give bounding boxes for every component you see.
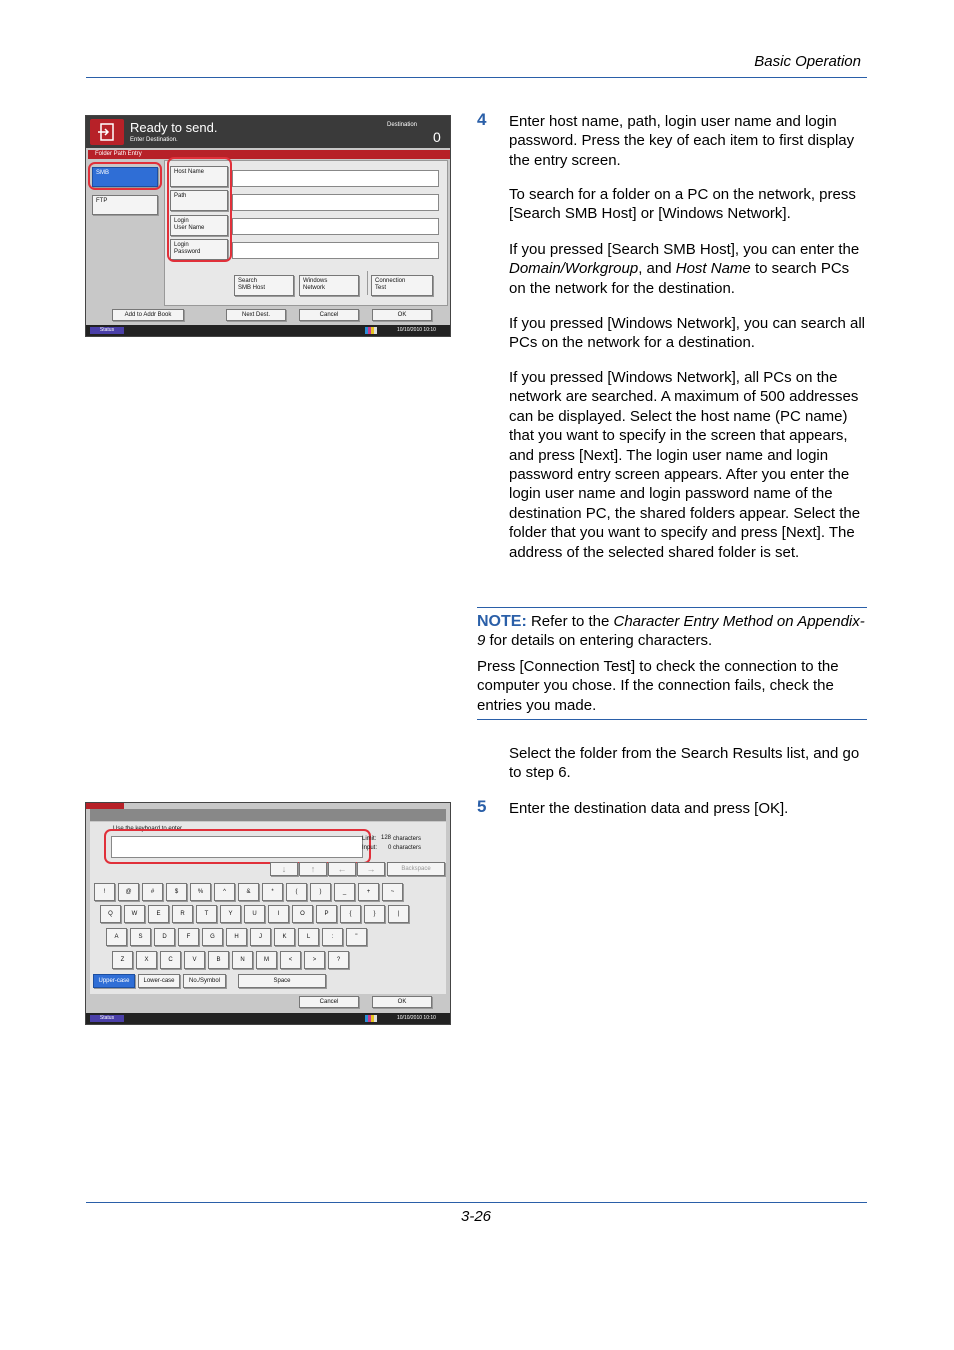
key-row2-3[interactable]: R	[172, 905, 193, 923]
key-row3-7[interactable]: K	[274, 928, 295, 946]
host-name-button[interactable]: Host Name	[170, 166, 228, 187]
screen-topbar	[86, 116, 450, 148]
key-row1-0[interactable]: !	[94, 883, 115, 901]
screen-subtitle: Enter Destination.	[130, 137, 178, 143]
entry-field-highlight	[104, 829, 371, 864]
button-divider	[367, 271, 368, 295]
smb-button[interactable]: SMB	[92, 167, 158, 187]
folder-path-tab: Folder Path Entry	[88, 150, 451, 159]
key-row1-8[interactable]: (	[286, 883, 307, 901]
step-4-windows-network-detail: If you pressed [Windows Network], all PCs on the network are searched. A maximum of 500 addresses can be displayed. Select the host name (PC name) that you want to specify in the screen that appears, and press [Next]. The login user name and login password entry screen appears. After you enter the login user name and login password name of the destination PC, the shared folders appear. Select the folder that you want to specify and press [Next]. The address of the selected shared folder is set.	[509, 369, 861, 561]
arrow-down-button[interactable]: ↓	[270, 862, 298, 876]
key-row1-5[interactable]: ^	[214, 883, 235, 901]
section-header: Basic Operation	[754, 53, 861, 70]
key-row1-10[interactable]: _	[334, 883, 355, 901]
key-row4-7[interactable]: <	[280, 951, 301, 969]
login-password-button[interactable]: Login Password	[170, 239, 228, 260]
key-row4-3[interactable]: V	[184, 951, 205, 969]
send-icon	[90, 119, 124, 145]
key-row2-6[interactable]: U	[244, 905, 265, 923]
keyboard-status-bar	[86, 1013, 450, 1024]
key-row4-8[interactable]: >	[304, 951, 325, 969]
host-name-field[interactable]	[232, 170, 439, 187]
page-number: 3-26	[461, 1208, 492, 1225]
arrow-right-button[interactable]: →	[357, 862, 385, 876]
key-row4-4[interactable]: B	[208, 951, 229, 969]
key-row2-10[interactable]: {	[340, 905, 361, 923]
ftp-button[interactable]: FTP	[92, 195, 158, 215]
note-text: NOTE: Refer to the Character Entry Method on Appendix-9 for details on entering characters.	[477, 613, 865, 650]
key-row3-6[interactable]: J	[250, 928, 271, 946]
key-row3-5[interactable]: H	[226, 928, 247, 946]
key-row3-0[interactable]: A	[106, 928, 127, 946]
keyboard-ok-button[interactable]: OK	[372, 996, 432, 1008]
key-row4-9[interactable]: ?	[328, 951, 349, 969]
search-smb-host-button[interactable]: Search SMB Host	[234, 275, 294, 296]
key-row4-2[interactable]: C	[160, 951, 181, 969]
limit-unit: characters	[393, 836, 422, 842]
step-4-smb-host-text: If you pressed [Search SMB Host], you can enter the Domain/Workgroup, and Host Name to search PCs on the network for the destination.	[509, 241, 860, 297]
login-user-button[interactable]: Login User Name	[170, 215, 228, 236]
key-row1-11[interactable]: +	[358, 883, 379, 901]
key-row2-9[interactable]: P	[316, 905, 337, 923]
fields-highlight	[167, 157, 232, 262]
step-4-windows-network-text: If you pressed [Windows Network], you can search all PCs on the network for a destination.	[509, 315, 865, 352]
smb-highlight	[88, 162, 162, 190]
input-label: Input:	[362, 845, 378, 851]
arrow-left-button[interactable]: ←	[328, 862, 356, 876]
keyboard-prompt: Use the keyboard to enter.	[113, 826, 184, 832]
key-row4-5[interactable]: N	[232, 951, 253, 969]
keyboard-header	[90, 809, 446, 821]
key-row2-5[interactable]: Y	[220, 905, 241, 923]
keyboard-screen	[85, 802, 451, 1025]
key-row2-4[interactable]: T	[196, 905, 217, 923]
key-row2-7[interactable]: I	[268, 905, 289, 923]
input-unit: characters	[393, 845, 422, 851]
path-field[interactable]	[232, 194, 439, 211]
status-button[interactable]: Status	[90, 327, 124, 334]
destination-label: Destination	[387, 122, 418, 128]
note-top-rule	[477, 607, 867, 608]
space-button[interactable]: Space	[238, 974, 326, 988]
key-row1-9[interactable]: )	[310, 883, 331, 901]
key-row1-7[interactable]: *	[262, 883, 283, 901]
keyboard-toner-icon	[365, 1015, 377, 1022]
arrow-up-button[interactable]: ↑	[299, 862, 327, 876]
next-dest-button[interactable]: Next Dest.	[226, 309, 286, 321]
key-row3-8[interactable]: L	[298, 928, 319, 946]
after-note-text: Select the folder from the Search Results list, and go to step 6.	[509, 745, 860, 782]
keyboard-status-button[interactable]: Status	[90, 1015, 124, 1022]
ok-button[interactable]: OK	[372, 309, 432, 321]
cancel-button[interactable]: Cancel	[299, 309, 359, 321]
header-rule	[86, 77, 867, 78]
key-row2-8[interactable]: O	[292, 905, 313, 923]
key-row2-1[interactable]: W	[124, 905, 145, 923]
step-4-search-text: To search for a folder on a PC on the network, press [Search SMB Host] or [Windows Network].	[509, 186, 856, 223]
status-bar	[86, 325, 450, 336]
limit-value: 128	[381, 835, 392, 841]
login-user-field[interactable]	[232, 218, 439, 235]
keyboard-cancel-button[interactable]: Cancel	[299, 996, 359, 1008]
note-connection-test: Press [Connection Test] to check the connection to the computer you chose. If the connection fails, check the entries you made.	[477, 658, 839, 714]
key-row4-0[interactable]: Z	[112, 951, 133, 969]
key-row4-6[interactable]: M	[256, 951, 277, 969]
key-row3-1[interactable]: S	[130, 928, 151, 946]
key-row3-10[interactable]: "	[346, 928, 367, 946]
key-row3-4[interactable]: G	[202, 928, 223, 946]
add-to-addr-book-button[interactable]: Add to Addr Book	[112, 309, 184, 321]
key-row3-9[interactable]: :	[322, 928, 343, 946]
key-row1-12[interactable]: ~	[382, 883, 403, 901]
key-row3-3[interactable]: F	[178, 928, 199, 946]
input-value: 0	[388, 845, 392, 851]
key-row2-2[interactable]: E	[148, 905, 169, 923]
note-bottom-rule	[477, 719, 867, 720]
limit-label: Limit:	[362, 836, 377, 842]
key-row1-4[interactable]: %	[190, 883, 211, 901]
key-row1-3[interactable]: $	[166, 883, 187, 901]
key-row2-0[interactable]: Q	[100, 905, 121, 923]
windows-network-button[interactable]: Windows Network	[299, 275, 359, 296]
login-password-field[interactable]	[232, 242, 439, 259]
screen-title: Ready to send.	[130, 120, 218, 135]
upper-case-button[interactable]: Upper-case	[93, 974, 135, 988]
datetime: 10/10/2010 10:10	[397, 327, 436, 333]
path-button[interactable]: Path	[170, 190, 228, 211]
no-symbol-button[interactable]: No./Symbol	[183, 974, 226, 988]
keyboard-datetime: 10/10/2010 10:10	[397, 1015, 436, 1021]
key-row1-6[interactable]: &	[238, 883, 259, 901]
key-row1-1[interactable]: @	[118, 883, 139, 901]
step-4-number: 4	[477, 110, 487, 129]
footer-rule	[86, 1202, 867, 1203]
connection-test-button[interactable]: Connection Test	[371, 275, 433, 296]
toner-icon	[365, 327, 377, 334]
backspace-button[interactable]: Backspace	[387, 862, 445, 876]
key-row2-12[interactable]: |	[388, 905, 409, 923]
key-row3-2[interactable]: D	[154, 928, 175, 946]
step-5-text: Enter the destination data and press [OK].	[509, 800, 789, 817]
key-row2-11[interactable]: }	[364, 905, 385, 923]
step-4-text: Enter host name, path, login user name and login password. Press the key of each item to first display the entry screen.	[509, 113, 855, 169]
destination-count: 0	[433, 129, 441, 145]
lower-case-button[interactable]: Lower-case	[138, 974, 180, 988]
key-row1-2[interactable]: #	[142, 883, 163, 901]
key-row4-1[interactable]: X	[136, 951, 157, 969]
step-5-number: 5	[477, 797, 487, 816]
send-screen	[85, 115, 451, 337]
